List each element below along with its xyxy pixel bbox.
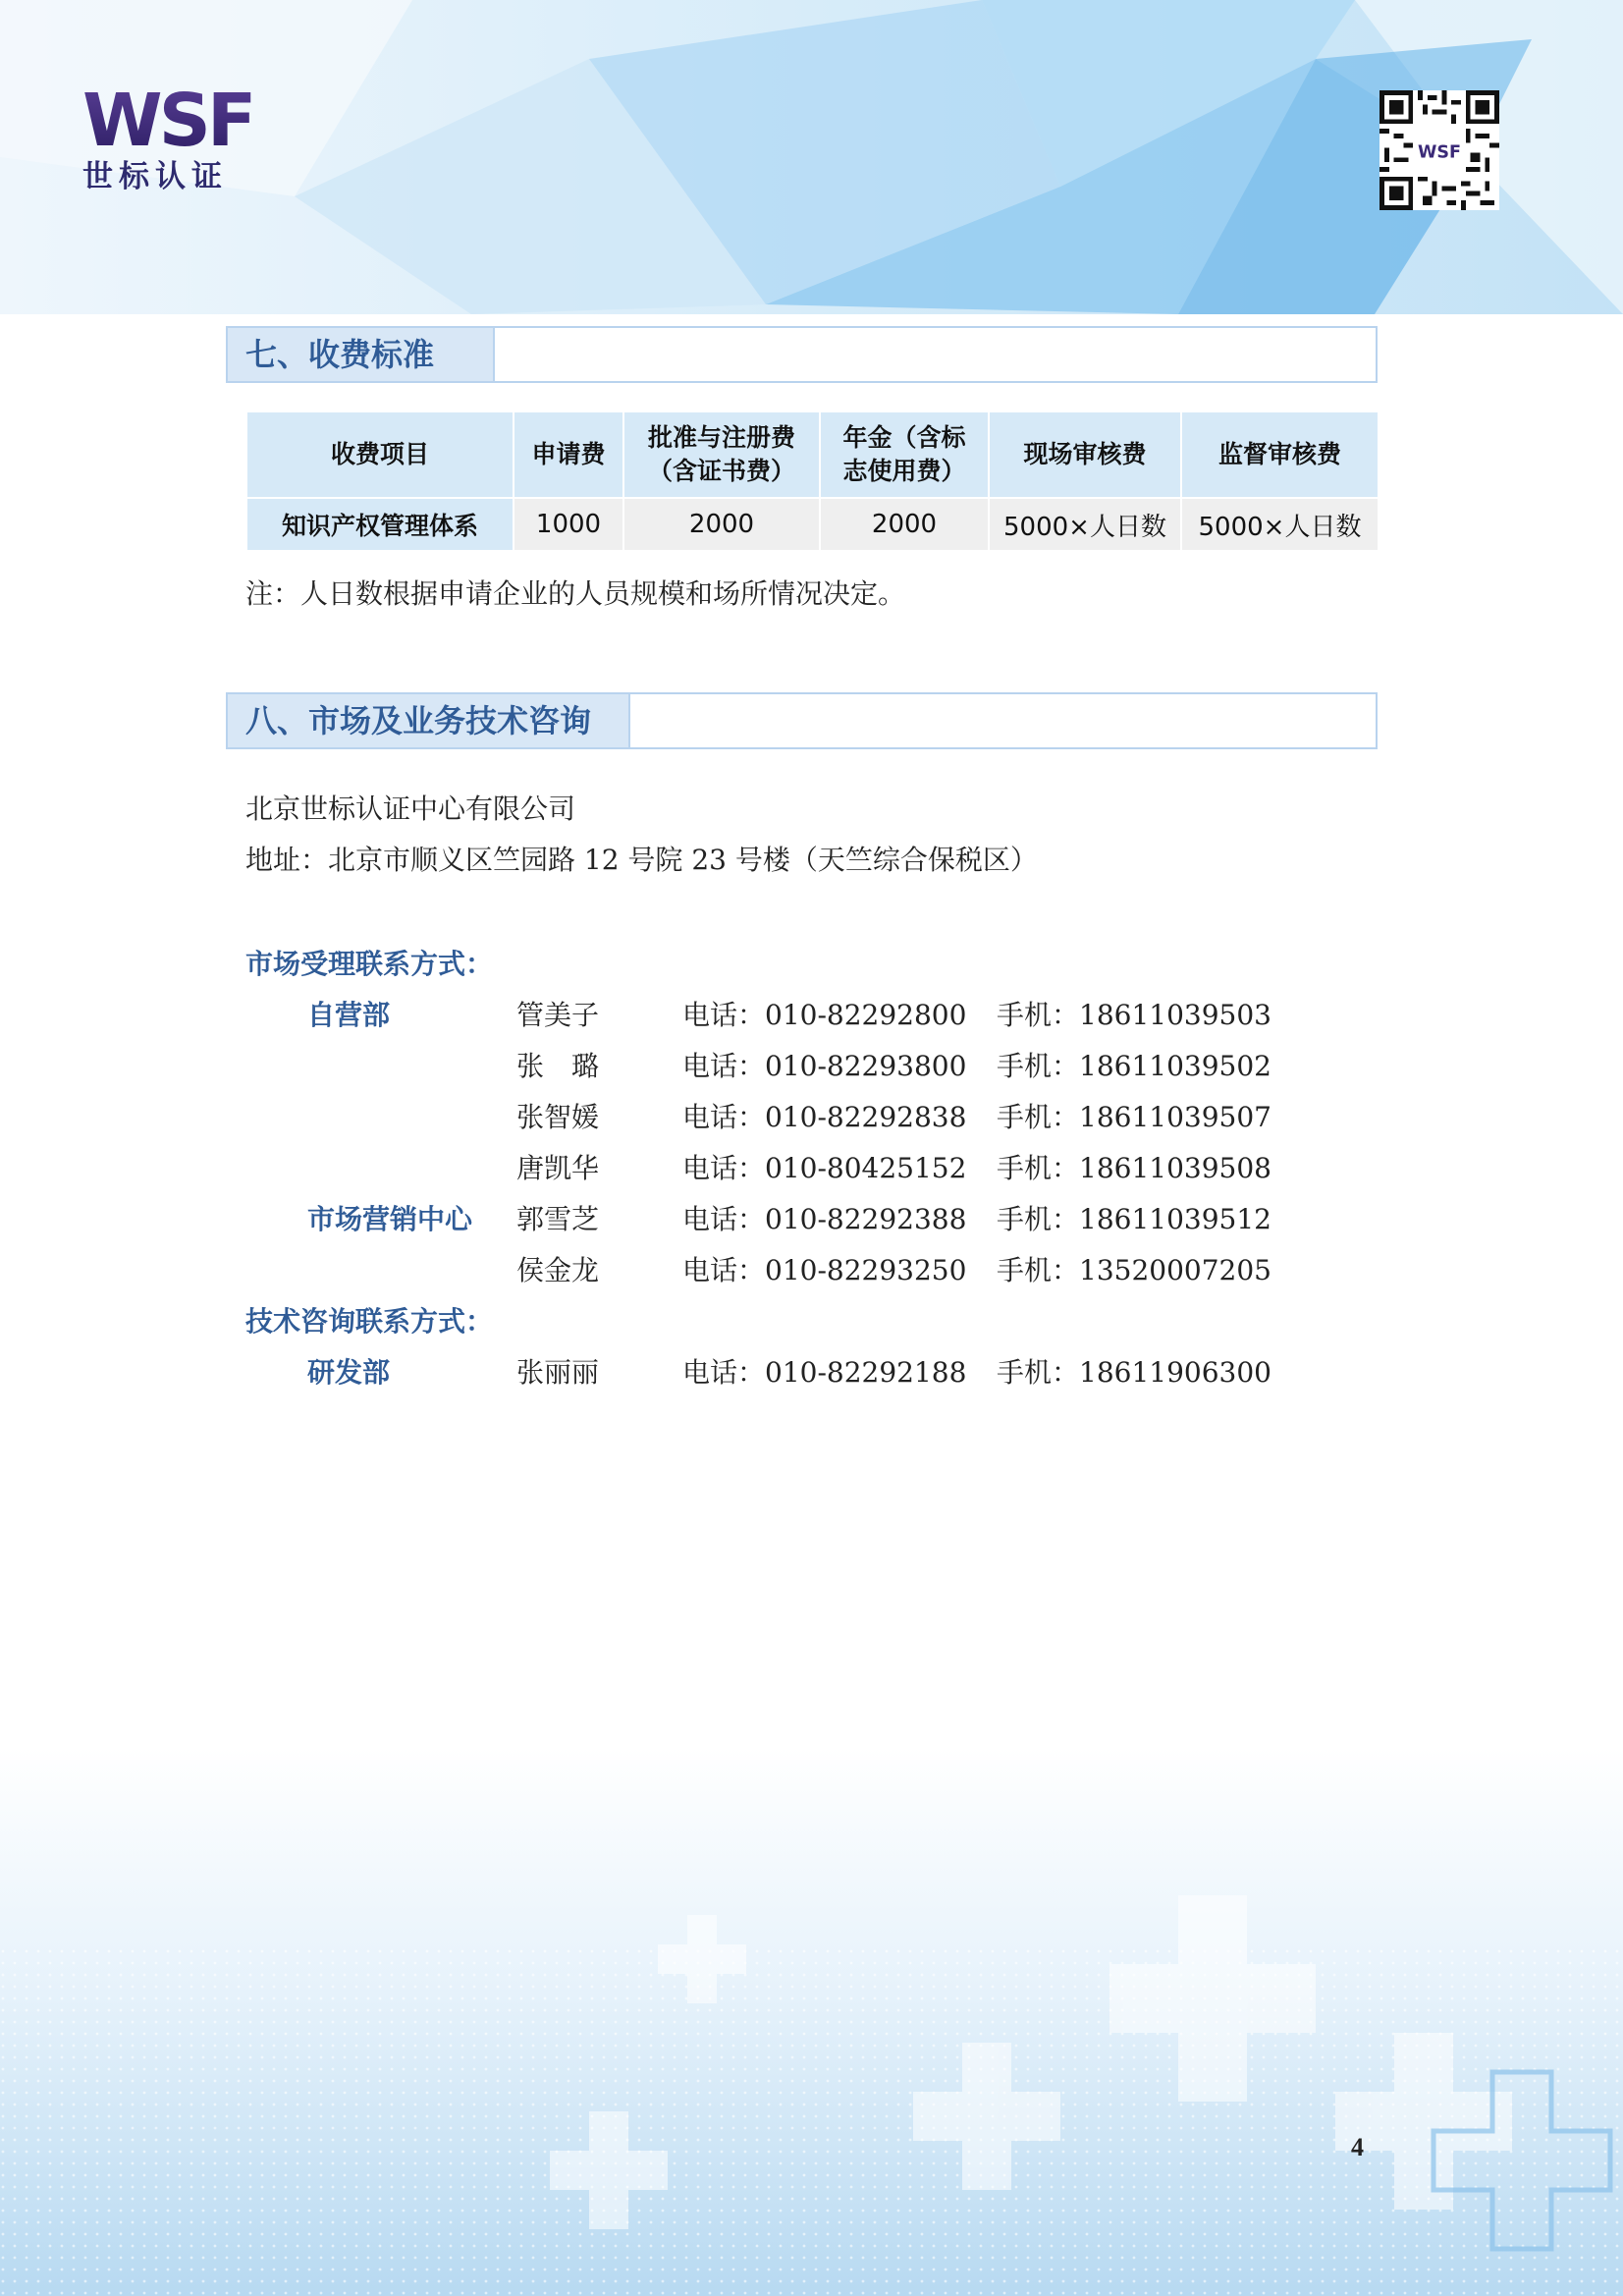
fee-cell-onsite-audit: 5000×人日数 [989, 498, 1181, 551]
footer-background [0, 1748, 1623, 2296]
contact-phone: 电话：010-82292188 [682, 1356, 967, 1389]
contact-dept: 自营部 [307, 999, 391, 1031]
logo-subtitle: 世标认证 [82, 159, 228, 194]
fee-header-onsite-audit: 现场审核费 [989, 411, 1181, 498]
market-contact-heading: 市场受理联系方式： [245, 948, 494, 980]
contact-name: 管美子 [516, 999, 600, 1031]
section-7-title: 七、收费标准 [228, 328, 495, 381]
contact-mobile: 手机：18611906300 [997, 1356, 1271, 1389]
contact-mobile: 手机：13520007205 [997, 1254, 1271, 1286]
fee-header-surveillance-audit: 监督审核费 [1181, 411, 1379, 498]
contact-phone: 电话：010-82293800 [682, 1050, 967, 1082]
contact-name: 张 璐 [516, 1050, 600, 1082]
page-number: 4 [1351, 2133, 1364, 2161]
contact-mobile: 手机：18611039508 [997, 1152, 1271, 1184]
contact-dept: 市场营销中心 [307, 1203, 473, 1235]
svg-text:WSF: WSF [82, 84, 253, 151]
svg-text:WSF: WSF [1418, 142, 1461, 163]
contact-mobile: 手机：18611039512 [997, 1203, 1271, 1235]
section-8-header [226, 692, 1378, 749]
contact-row [0, 1147, 1623, 1186]
contact-phone: 电话：010-82292838 [682, 1101, 967, 1133]
fee-header-annual: 年金（含标 志使用费） [820, 411, 989, 498]
contact-mobile: 手机：18611039507 [997, 1101, 1271, 1133]
contact-row [0, 1249, 1623, 1288]
contact-name: 郭雪芝 [516, 1203, 600, 1235]
fee-cell-item: 知识产权管理体系 [246, 498, 514, 551]
contact-row [0, 1045, 1623, 1084]
contact-row [0, 1351, 1623, 1391]
contact-mobile: 手机：18611039502 [997, 1050, 1271, 1082]
contact-mobile: 手机：18611039503 [997, 999, 1271, 1031]
contact-phone: 电话：010-82292800 [682, 999, 967, 1031]
contact-phone: 电话：010-82293250 [682, 1254, 967, 1286]
section-8-title: 八、市场及业务技术咨询 [228, 694, 630, 747]
contact-phone: 电话：010-80425152 [682, 1152, 967, 1184]
contact-row [0, 1096, 1623, 1135]
fee-note: 注：人日数根据申请企业的人员规模和场所情况决定。 [245, 577, 906, 610]
company-name: 北京世标认证中心有限公司 [245, 793, 576, 825]
fee-table [245, 410, 1380, 552]
qr-code-icon [1380, 90, 1499, 210]
contact-row [0, 994, 1623, 1033]
fee-cell-surveillance-audit: 5000×人日数 [1181, 498, 1379, 551]
fee-cell-approval: 2000 [623, 498, 820, 551]
contact-name: 张智媛 [516, 1101, 600, 1133]
fee-cell-application: 1000 [514, 498, 623, 551]
wsf-logo [82, 84, 259, 151]
contact-name: 唐凯华 [516, 1152, 600, 1184]
contact-row [0, 1198, 1623, 1237]
tech-contact-heading: 技术咨询联系方式： [245, 1305, 494, 1338]
fee-header-approval: 批准与注册费 （含证书费） [623, 411, 820, 498]
section-7-header [226, 326, 1378, 383]
fee-header-application: 申请费 [514, 411, 623, 498]
fee-header-item: 收费项目 [246, 411, 514, 498]
table-row [246, 498, 1379, 551]
contact-phone: 电话：010-82292388 [682, 1203, 967, 1235]
contact-name: 张丽丽 [516, 1356, 600, 1389]
fee-cell-annual: 2000 [820, 498, 989, 551]
fee-table-header-row [246, 411, 1379, 498]
contact-name: 侯金龙 [516, 1254, 600, 1286]
contact-dept: 研发部 [307, 1356, 391, 1389]
company-address: 地址：北京市顺义区竺园路 12 号院 23 号楼（天竺综合保税区） [245, 844, 1038, 876]
